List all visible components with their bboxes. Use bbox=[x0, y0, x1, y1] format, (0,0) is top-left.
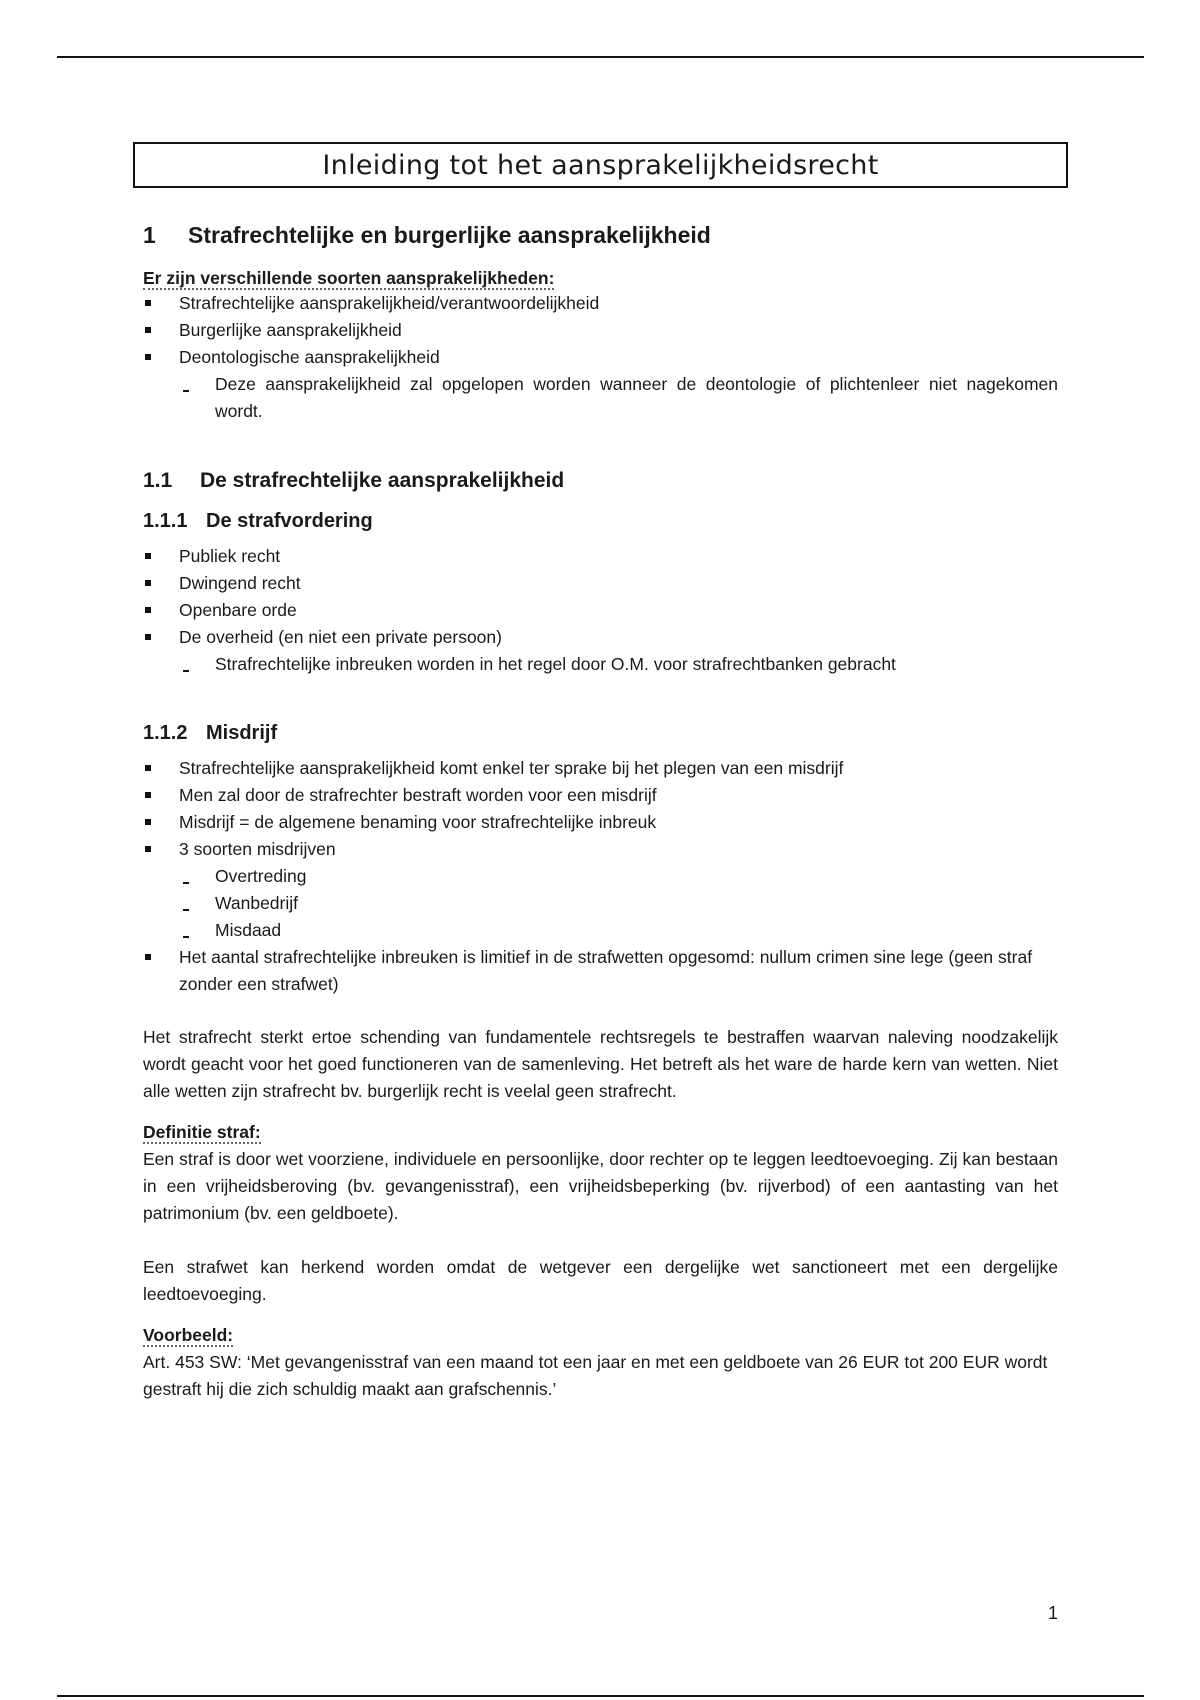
section-title: Strafrechtelijke en burgerlijke aansprakelijkheid bbox=[188, 222, 711, 248]
strafwet-paragraph: Een strafwet kan herkend worden omdat de wetgever een dergelijke wet sanctioneert met een dergelijke leedtoevoeging. bbox=[143, 1257, 1058, 1304]
sub-list-item: Strafrechtelijke inbreuken worden in het regel door O.M. voor strafrechtbanken gebracht bbox=[143, 651, 1058, 678]
list-item: Men zal door de strafrechter bestraft worden voor een misdrijf bbox=[143, 782, 1058, 809]
list-item: 3 soorten misdrijven bbox=[143, 836, 1058, 863]
types-lead: Er zijn verschillende soorten aansprakelijkheden: bbox=[143, 268, 555, 288]
list-item: Misdrijf = de algemene benaming voor strafrechtelijke inbreuk bbox=[143, 809, 1058, 836]
header-rule bbox=[57, 56, 1144, 58]
page-number: 1 bbox=[1047, 1603, 1058, 1623]
section-1-1-2-heading bbox=[143, 722, 1058, 745]
definition-label: Definitie straf: bbox=[143, 1122, 261, 1142]
section-1-1-heading bbox=[143, 469, 1058, 493]
sub-list-item: Deze aansprakelijkheid zal opgelopen worden wanneer de deontologie of plichtenleer niet nagekomen wordt. bbox=[143, 371, 1058, 425]
section-title: De strafvordering bbox=[206, 510, 373, 532]
section-title: De strafrechtelijke aansprakelijkheid bbox=[200, 469, 565, 492]
list-item: Strafrechtelijke aansprakelijkheid komt enkel ter sprake bij het plegen van een misdrijf bbox=[143, 755, 1058, 782]
list-item: Het aantal strafrechtelijke inbreuken is limitief in de strafwetten opgesomd: nullum crimen sine lege (geen straf zonder een strafwet) bbox=[143, 944, 1058, 998]
example-text: Art. 453 SW: ‘Met gevangenisstraf van een maand tot een jaar en met een geldboete van 26 EUR tot 200 EUR wordt gestraft hij die zich schuldig maakt aan grafschennis.’ bbox=[143, 1352, 1048, 1399]
strafvordering-list bbox=[143, 543, 1058, 678]
strafrecht-paragraph: Het strafrecht sterkt ertoe schending van fundamentele rechtsregels te bestraffen waarvan naleving noodzakelijk wordt geacht voor het goed functioneren van de samenleving. Het betreft als het ware de harde kern van wetten. Niet alle wetten zijn strafrecht bv. burgerlijk recht is veelal geen strafrecht. bbox=[143, 1027, 1058, 1101]
section-number: 1.1.2 bbox=[143, 722, 188, 744]
section-number: 1 bbox=[143, 222, 156, 248]
list-item: Deontologische aansprakelijkheid bbox=[143, 344, 1058, 371]
section-number: 1.1 bbox=[143, 469, 173, 492]
types-list bbox=[143, 290, 1058, 425]
definition-text: Een straf is door wet voorziene, individuele en persoonlijke, door rechter op te leggen leedtoevoeging. Zij kan bestaan in een vrijheidsberoving (bv. gevangenisstraf), een vrijheidsbeperking (bv. rijverbod) of een aantasting van het patrimonium (bv. een geldboete). bbox=[143, 1149, 1058, 1223]
sub-list-item: Wanbedrijf bbox=[143, 890, 1058, 917]
list-item: De overheid (en niet een private persoon) bbox=[143, 624, 1058, 651]
sub-list-item: Overtreding bbox=[143, 863, 1058, 890]
list-item: Strafrechtelijke aansprakelijkheid/verantwoordelijkheid bbox=[143, 290, 1058, 317]
list-item: Burgerlijke aansprakelijkheid bbox=[143, 317, 1058, 344]
list-item: Openbare orde bbox=[143, 597, 1058, 624]
misdrijf-list bbox=[143, 755, 1058, 998]
page-content bbox=[143, 142, 1058, 1403]
footer-rule bbox=[57, 1695, 1144, 1697]
example-block bbox=[143, 1326, 1058, 1403]
section-1-1-1-heading bbox=[143, 510, 1058, 533]
section-number: 1.1.1 bbox=[143, 510, 188, 532]
list-item: Dwingend recht bbox=[143, 570, 1058, 597]
sub-list-item: Misdaad bbox=[143, 917, 1058, 944]
section-1-heading bbox=[143, 222, 1058, 249]
definition-block bbox=[143, 1123, 1058, 1227]
example-label: Voorbeeld: bbox=[143, 1325, 234, 1345]
section-title: Misdrijf bbox=[206, 722, 278, 744]
list-item: Publiek recht bbox=[143, 543, 1058, 570]
document-title: Inleiding tot het aansprakelijkheidsrecht bbox=[133, 142, 1068, 188]
